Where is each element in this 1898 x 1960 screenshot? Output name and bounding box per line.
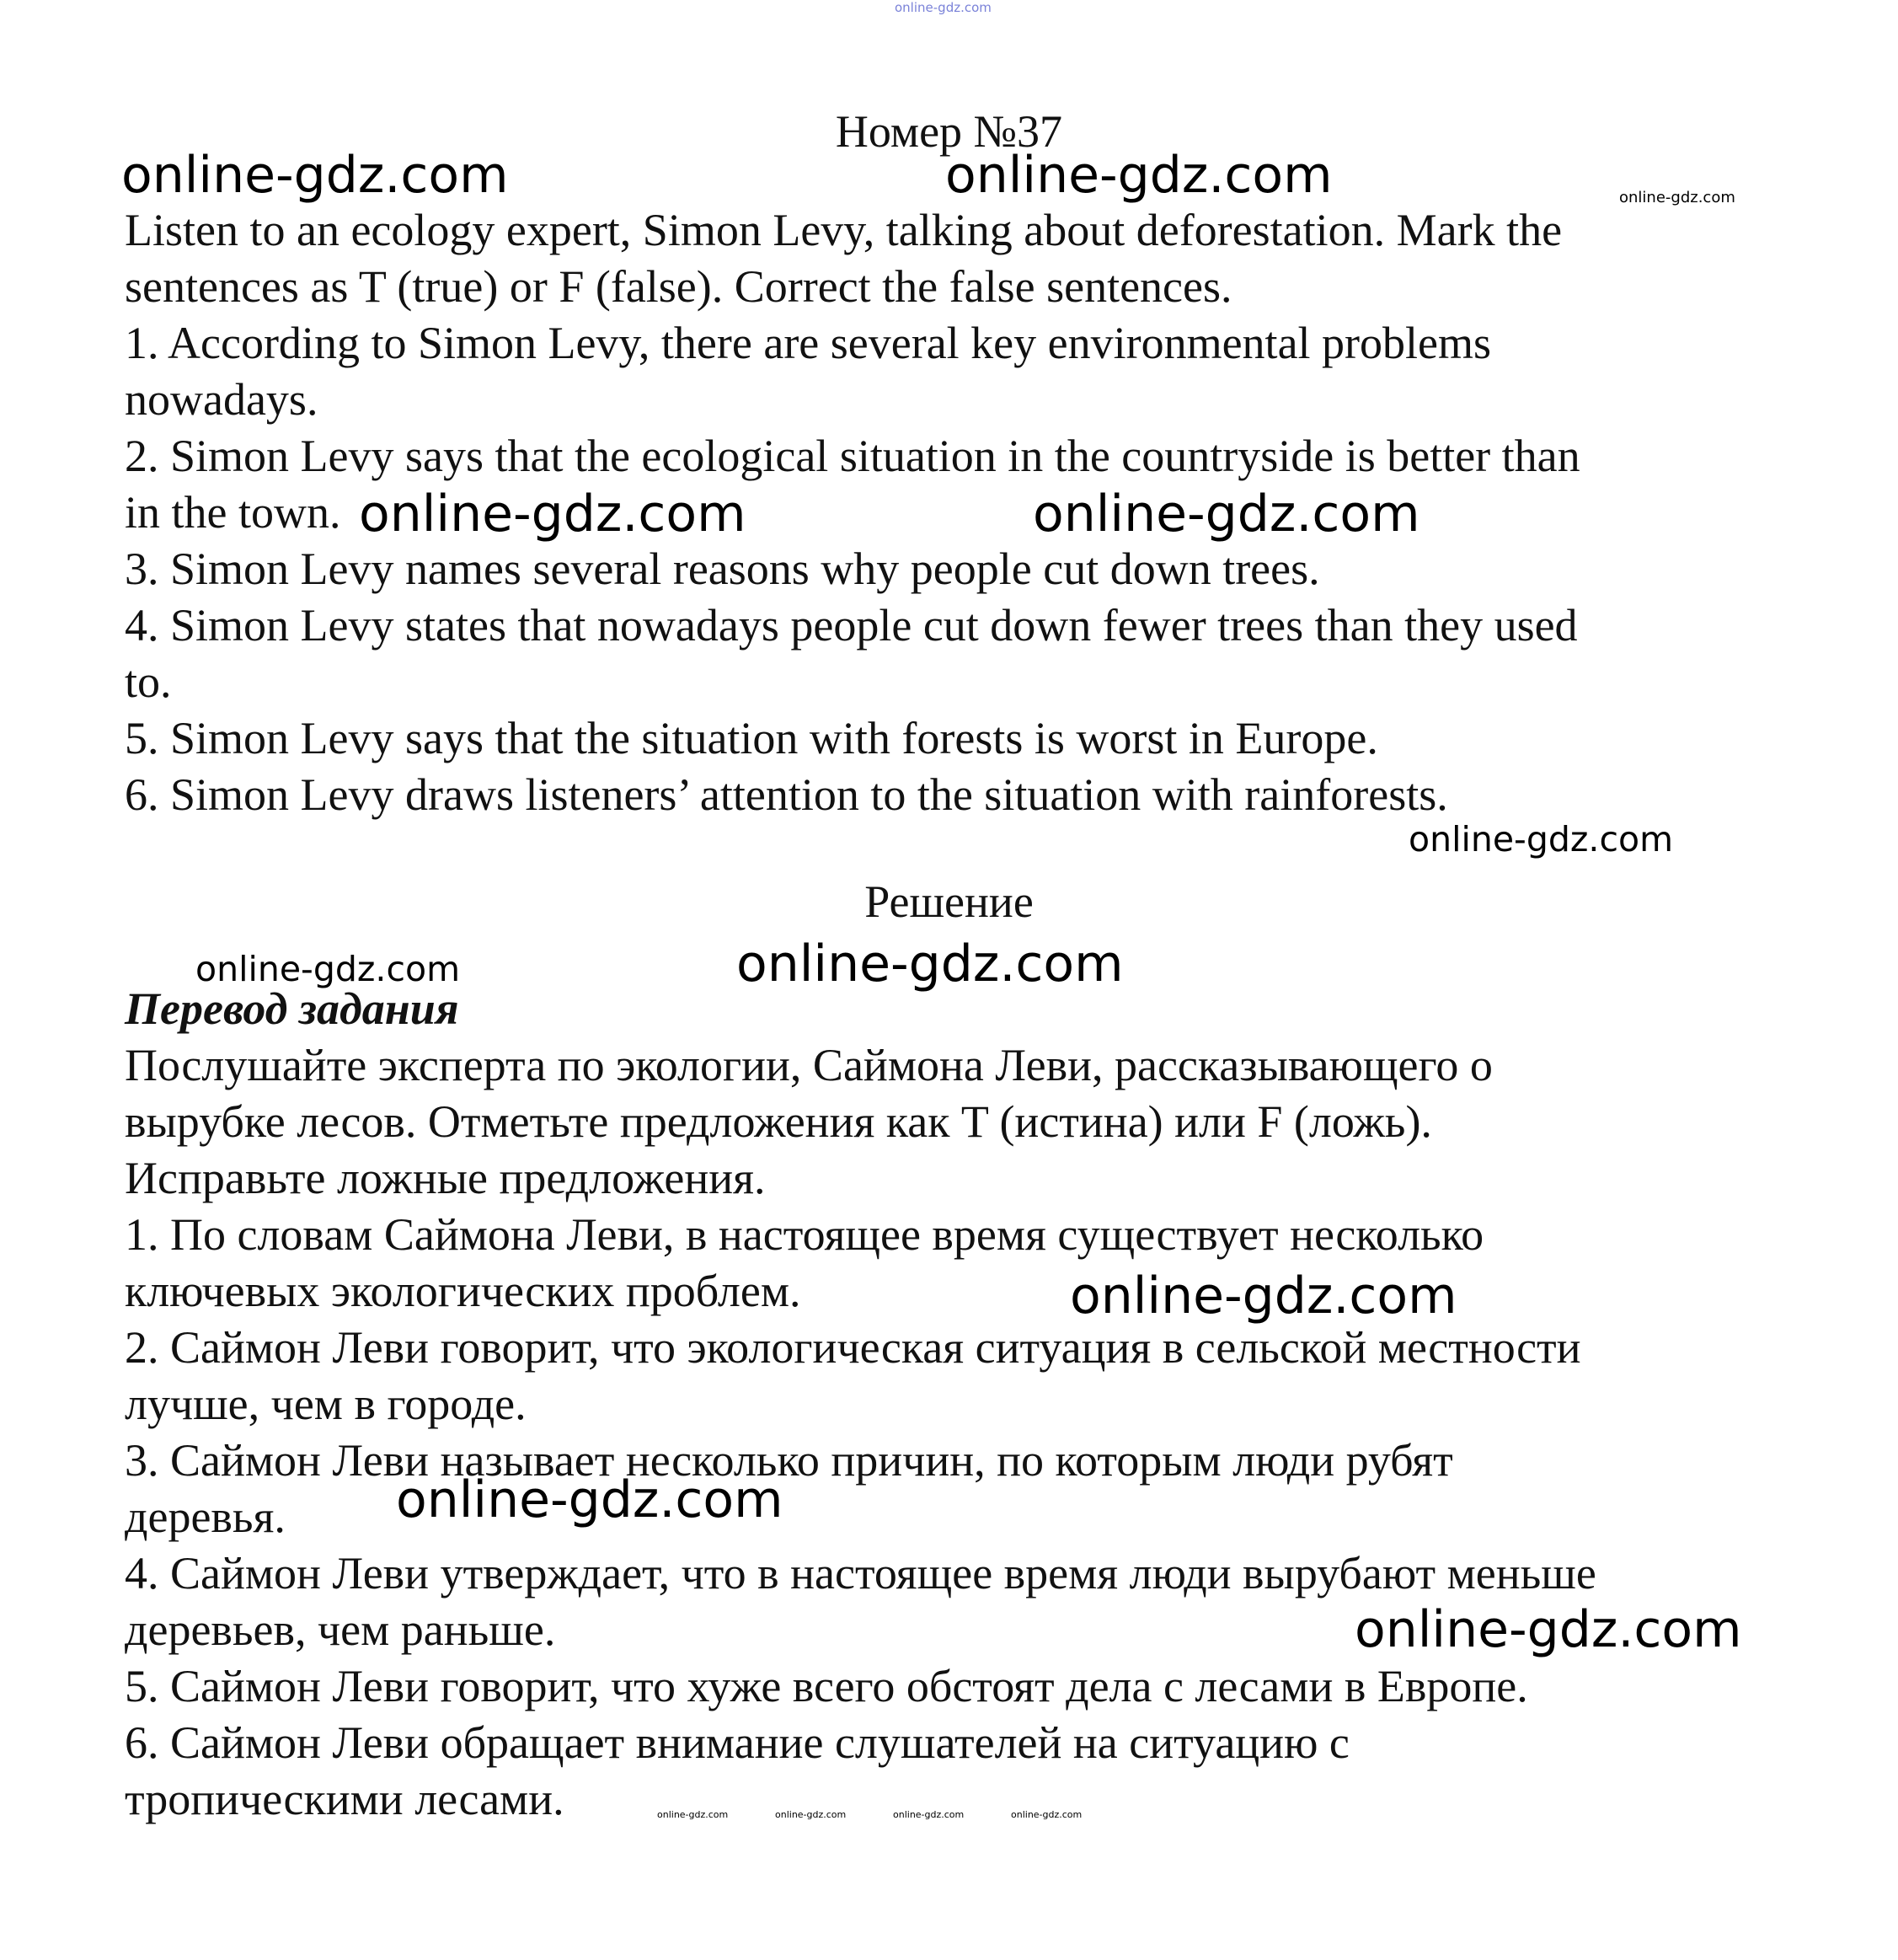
watermark: online-gdz.com [359,485,746,544]
task-line: 6. Simon Levy draws listeners’ attention to the situation with rainforests. [125,769,1448,820]
task-line: sentences as T (true) or F (false). Correct the false sentences. [125,261,1232,312]
watermark: online-gdz.com [1355,1600,1742,1659]
translation-line: 1. По словам Саймона Леви, в настоящее время существует несколько [125,1209,1484,1260]
task-line: in the town. [125,487,341,538]
translation-line: деревьев, чем раньше. [125,1604,556,1655]
watermark-tiny: online-gdz.com [657,1809,729,1820]
watermark-tiny: online-gdz.com [1011,1809,1083,1820]
translation-line: Исправьте ложные предложения. [125,1153,766,1203]
translation-line: 5. Саймон Леви говорит, что хуже всего обстоят дела с лесами в Европе. [125,1661,1528,1711]
translation-line: лучше, чем в городе. [125,1379,527,1429]
watermark: online-gdz.com [121,146,509,205]
translation-heading: Перевод задания [125,983,459,1034]
translation-line: ключевых экологических проблем. [125,1266,801,1316]
watermark: online-gdz.com [195,949,461,989]
task-line: nowadays. [125,374,318,425]
watermark: online-gdz.com [736,934,1124,993]
translation-line: 3. Саймон Леви называет несколько причин, по которым люди рубят [125,1435,1453,1486]
translation-text [125,1037,1810,1828]
watermark-tiny: online-gdz.com [893,1809,965,1820]
translation-line: 2. Саймон Леви говорит, что экологическая ситуация в сельской местности [125,1322,1581,1373]
task-line: Listen to an ecology expert, Simon Levy, talking about deforestation. Mark the [125,205,1563,255]
task-line: 1. According to Simon Levy, there are several key environmental problems [125,318,1492,368]
watermark: online-gdz.com [945,146,1333,205]
watermark-tiny: online-gdz.com [775,1809,847,1820]
watermark: online-gdz.com [396,1470,783,1529]
task-line: 4. Simon Levy states that nowadays people cut down fewer trees than they used [125,600,1578,651]
watermark: online-gdz.com [1409,819,1674,860]
translation-line: 6. Саймон Леви обращает внимание слушателей на ситуацию с [125,1717,1350,1768]
translation-line: деревья. [125,1491,286,1542]
watermark-top: online-gdz.com [895,0,992,15]
watermark: online-gdz.com [1033,485,1420,544]
translation-line: тропическими лесами. [125,1774,564,1824]
task-line: 3. Simon Levy names several reasons why people cut down trees. [125,544,1320,594]
translation-line: 4. Саймон Леви утверждает, что в настоящее время люди вырубают меньше [125,1548,1596,1599]
watermark-small: online-gdz.com [1619,189,1735,206]
translation-line: вырубке лесов. Отметьте предложения как T (истина) или F (ложь). [125,1096,1432,1147]
task-line: to. [125,656,172,707]
solution-title: Решение [864,876,1034,927]
task-title: Номер №37 [835,106,1063,157]
task-line: 5. Simon Levy says that the situation with forests is worst in Europe. [125,713,1378,763]
task-line: 2. Simon Levy says that the ecological situation in the countryside is better than [125,431,1580,481]
watermark: online-gdz.com [1070,1267,1457,1325]
translation-line: Послушайте эксперта по экологии, Саймона Леви, рассказывающего о [125,1040,1493,1090]
